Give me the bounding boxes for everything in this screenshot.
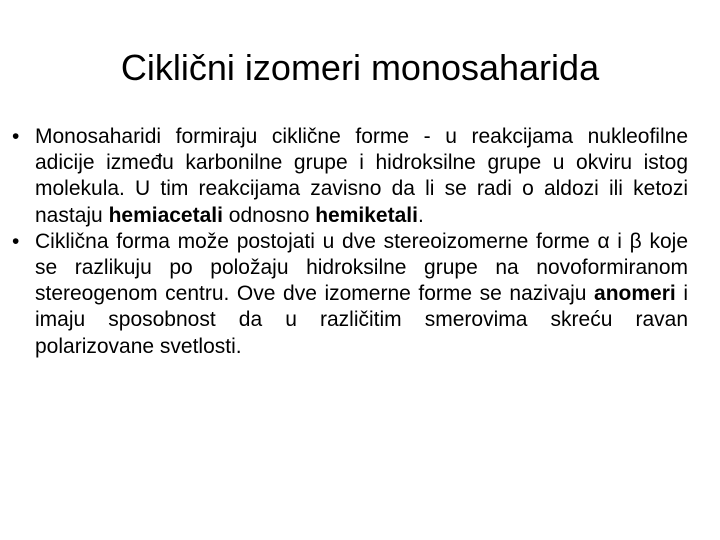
bullet-2-text-b: i imaju sposobnost da u različitim smerovima skreću ravan polarizovane svetlosti. [35,282,688,358]
bullet-item-2 [12,229,688,360]
bullet-item-1 [12,124,688,229]
bullet-1-text-a: Monosaharidi formiraju ciklične forme - u reakcijama nukleofilne adicije između karbonilne grupe i hidroksilne grupe u okviru istog molekula. U tim reakcijama zavisno da li se radi o aldozi ili ketozi nastaju [35,125,688,227]
bullet-2-text-a: Ciklična forma može postojati u dve stereoizomerne forme α i β koje se razlikuju po položaju hidroksilne grupe na novoformiranom stereogenom centru. Ove dve izomerne forme se nazivaju [35,229,688,306]
term-anomeri: anomeri [594,282,676,306]
slide-title: Ciklični izomeri monosaharida [120,47,600,88]
bullet-1-text-c: . [417,203,424,227]
bullet-marker: • [12,229,20,253]
bullet-marker: • [12,125,20,148]
term-hemiketali: hemiketali [315,203,418,227]
slide-content [12,124,688,360]
term-hemiacetali: hemiacetali [108,203,223,227]
bullet-1-text-b: odnosno [222,203,316,227]
